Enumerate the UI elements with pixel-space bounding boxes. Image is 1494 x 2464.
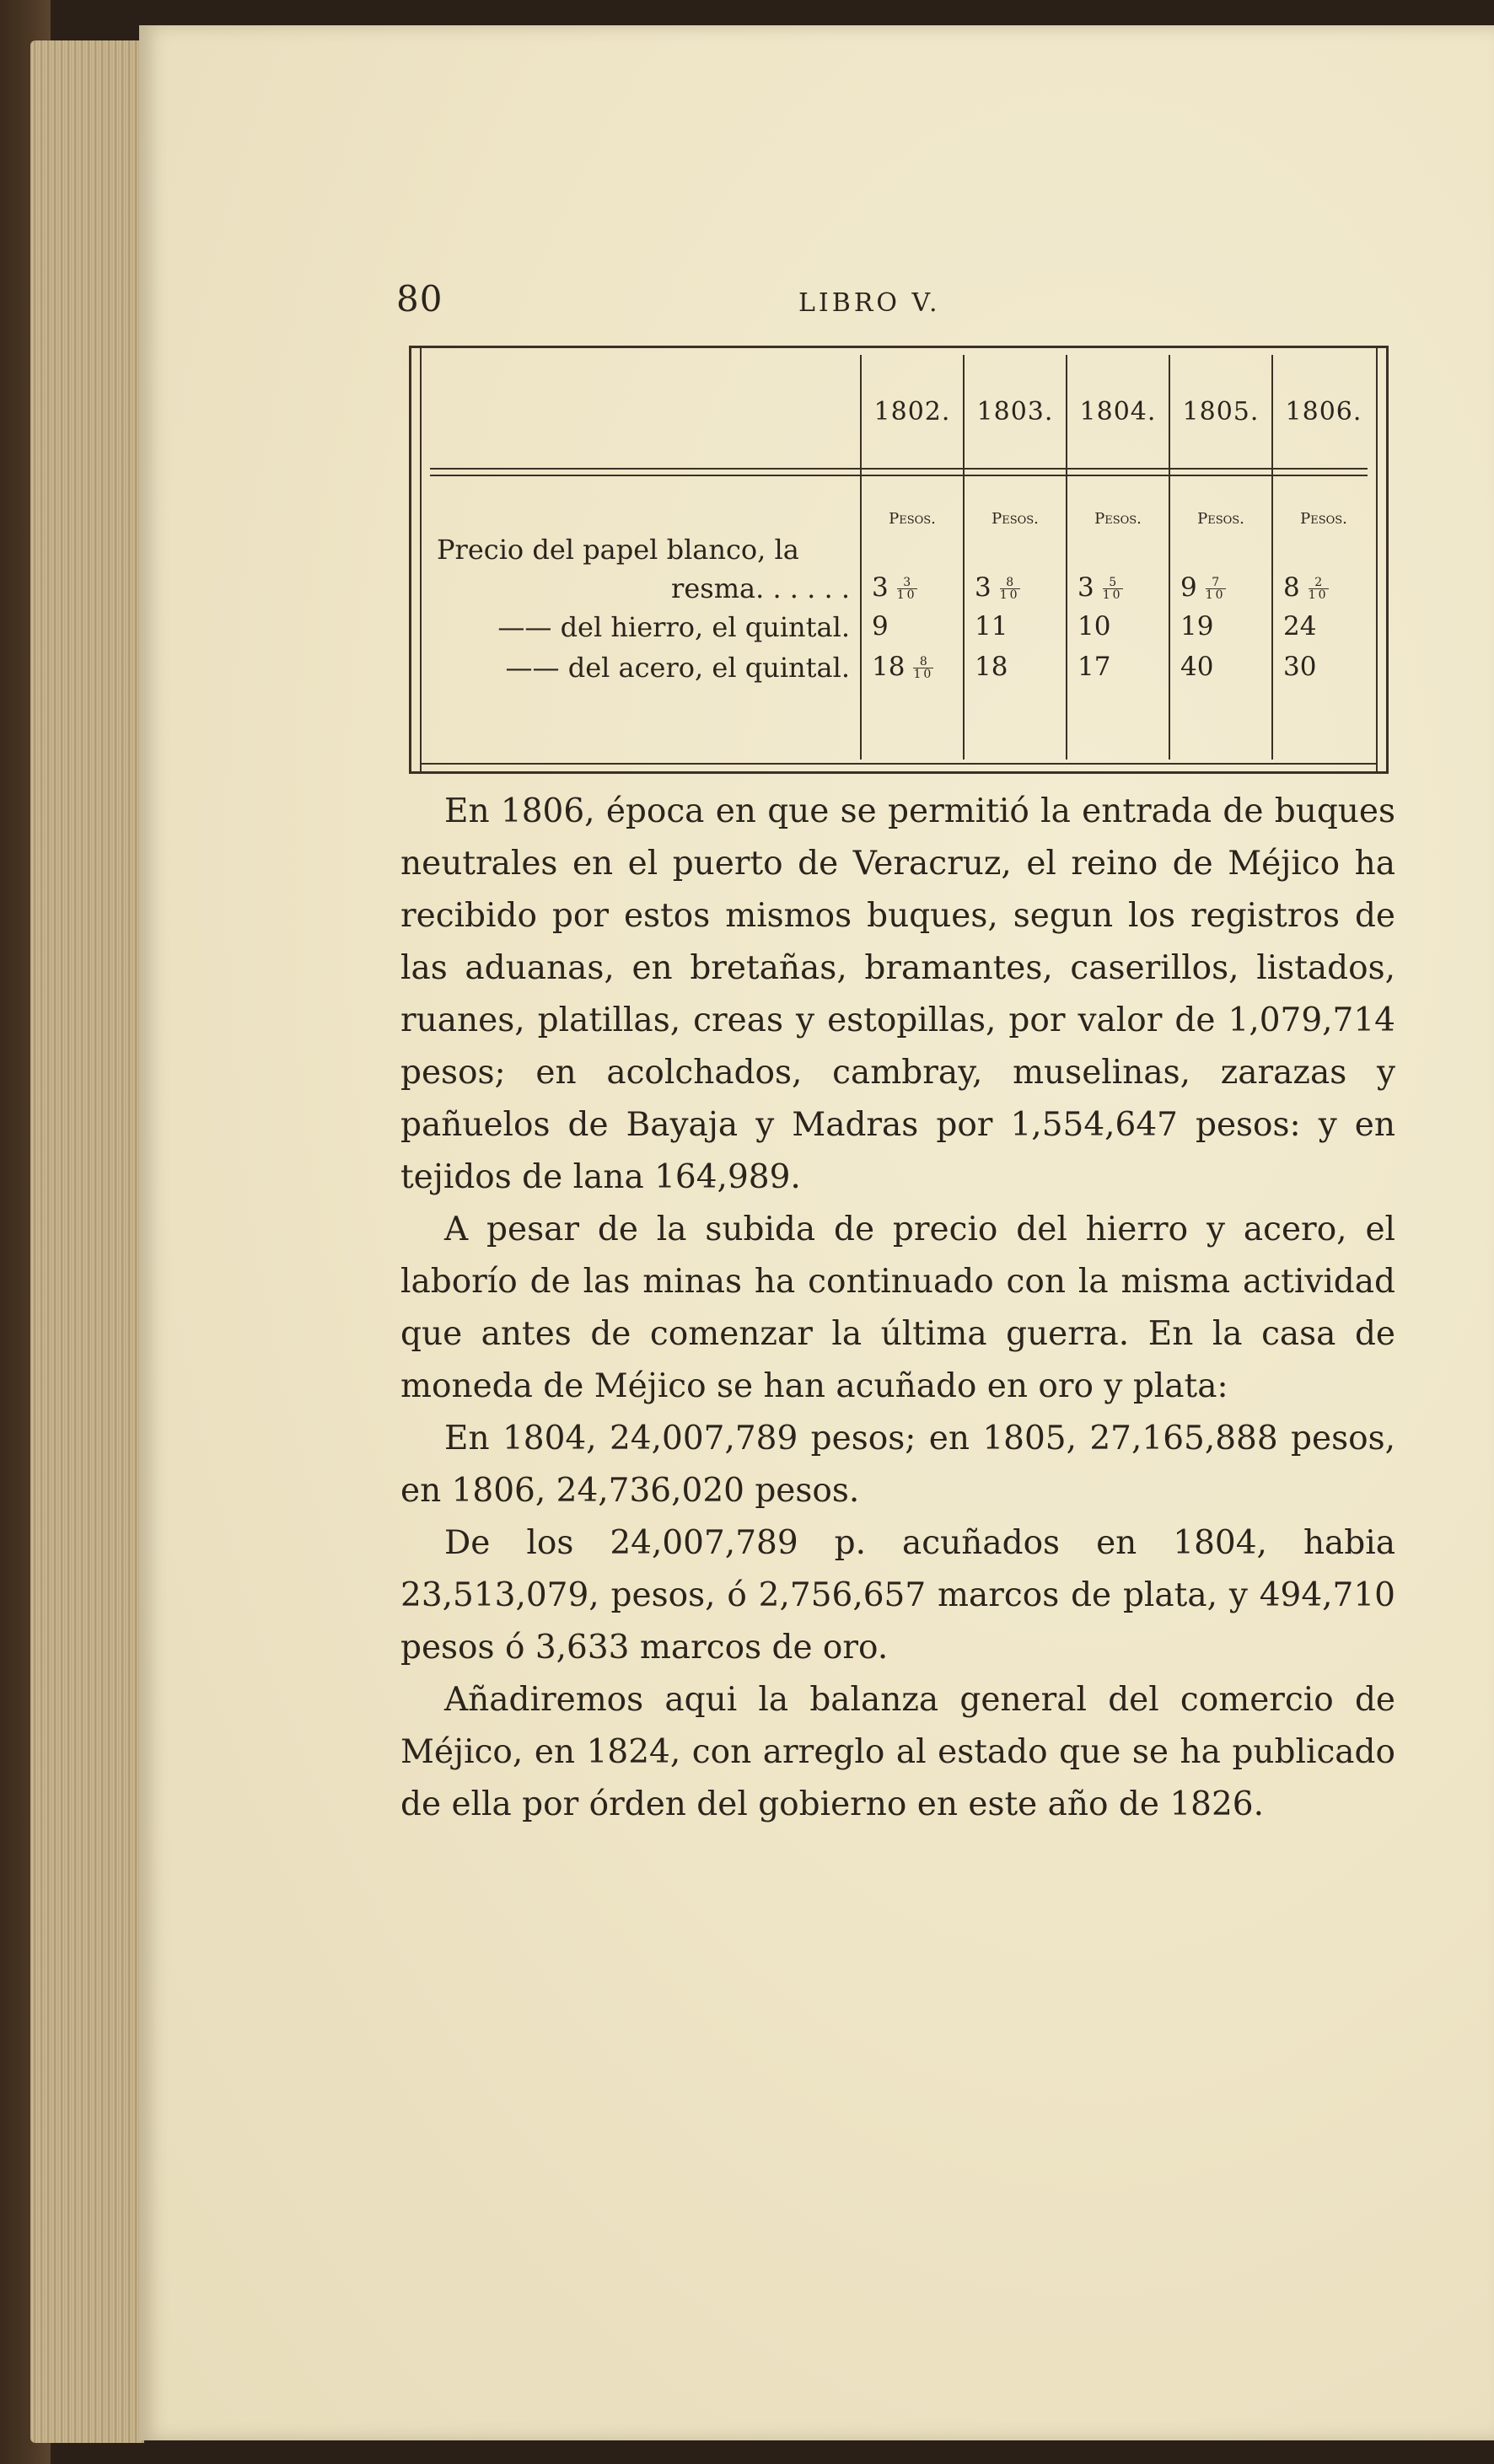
paragraph: Añadiremos aqui la balanza general del comercio de Méjico, en 1824, con arreglo al estado que se ha publicado de ella por órden del gobierno en este año de 1826. <box>400 1681 1395 1823</box>
table-cell: 3 $\frac{3}{10}$ <box>872 572 917 603</box>
year-header: 1802. <box>873 397 951 427</box>
table-cell: 3 $\frac{8}{10}$ <box>975 572 1020 603</box>
table-cell: 17 <box>1078 652 1111 682</box>
unit-label: Pesos. <box>1094 510 1142 528</box>
table-cell: 24 <box>1283 611 1317 641</box>
table-cell: 30 <box>1283 652 1317 682</box>
running-head <box>139 278 1494 320</box>
paragraph: De los 24,007,789 p. acuñados en 1804, habia 23,513,079, pesos, ó 2,756,657 marcos de plata, y 494,710 pesos ó 3,633 marcos de oro. <box>400 1524 1395 1667</box>
unit-label: Pesos. <box>1197 510 1244 528</box>
row-label: Precio del papel blanco, la <box>437 534 799 566</box>
table-cell: 19 <box>1180 611 1214 641</box>
table-cell: 18 <box>975 652 1008 682</box>
year-header: 1804. <box>1079 397 1157 427</box>
row-label: —— del acero, el quintal. <box>505 652 850 684</box>
year-header: 1806. <box>1285 397 1362 427</box>
unit-label: Pesos. <box>1300 510 1347 528</box>
table-cell: 18 $\frac{8}{10}$ <box>872 652 934 682</box>
year-header: 1805. <box>1182 397 1260 427</box>
table-cell: 11 <box>975 611 1008 641</box>
row-label: —— del hierro, el quintal. <box>497 611 850 643</box>
year-header: 1803. <box>976 397 1054 427</box>
table-cell: 40 <box>1180 652 1214 682</box>
page-number: 80 <box>396 278 443 319</box>
unit-label: Pesos. <box>889 510 936 528</box>
unit-label: Pesos. <box>992 510 1039 528</box>
paragraph: En 1806, época en que se permitió la entrada de buques neutrales en el puerto de Veracruz, el reino de Méjico ha recibido por estos mismos buques, segun los registros de las aduanas, en bretañas, bramantes, caserillos, listados, ruanes, platillas, creas y estopillas, por valor de 1,079,714 pesos; en acolchados, cambray, muselinas, zarazas y pañuelos de Bayaja y Madras por 1,554,647 pesos: y en tejidos de lana 164,989. <box>400 792 1395 1196</box>
paragraph: En 1804, 24,007,789 pesos; en 1805, 27,165,888 pesos, en 1806, 24,736,020 pesos. <box>400 1420 1395 1510</box>
body-text <box>400 786 1395 1831</box>
table-cell: 8 $\frac{2}{10}$ <box>1283 572 1329 603</box>
running-title: LIBRO V. <box>798 288 941 318</box>
paragraph: A pesar de la subida de precio del hierro y acero, el laborío de las minas ha continuado con la misma actividad que antes de comenzar la última guerra. En la casa de moneda de Méjico se han acuñado en oro y plata: <box>400 1211 1395 1405</box>
page-edges <box>30 40 144 2443</box>
price-table <box>409 346 1389 774</box>
table-cell: 9 $\frac{7}{10}$ <box>1180 572 1226 603</box>
row-label: resma. . . . . . <box>671 572 850 604</box>
table-cell: 10 <box>1078 611 1111 641</box>
table-cell: 9 <box>872 611 889 641</box>
table-cell: 3 $\frac{5}{10}$ <box>1078 572 1123 603</box>
